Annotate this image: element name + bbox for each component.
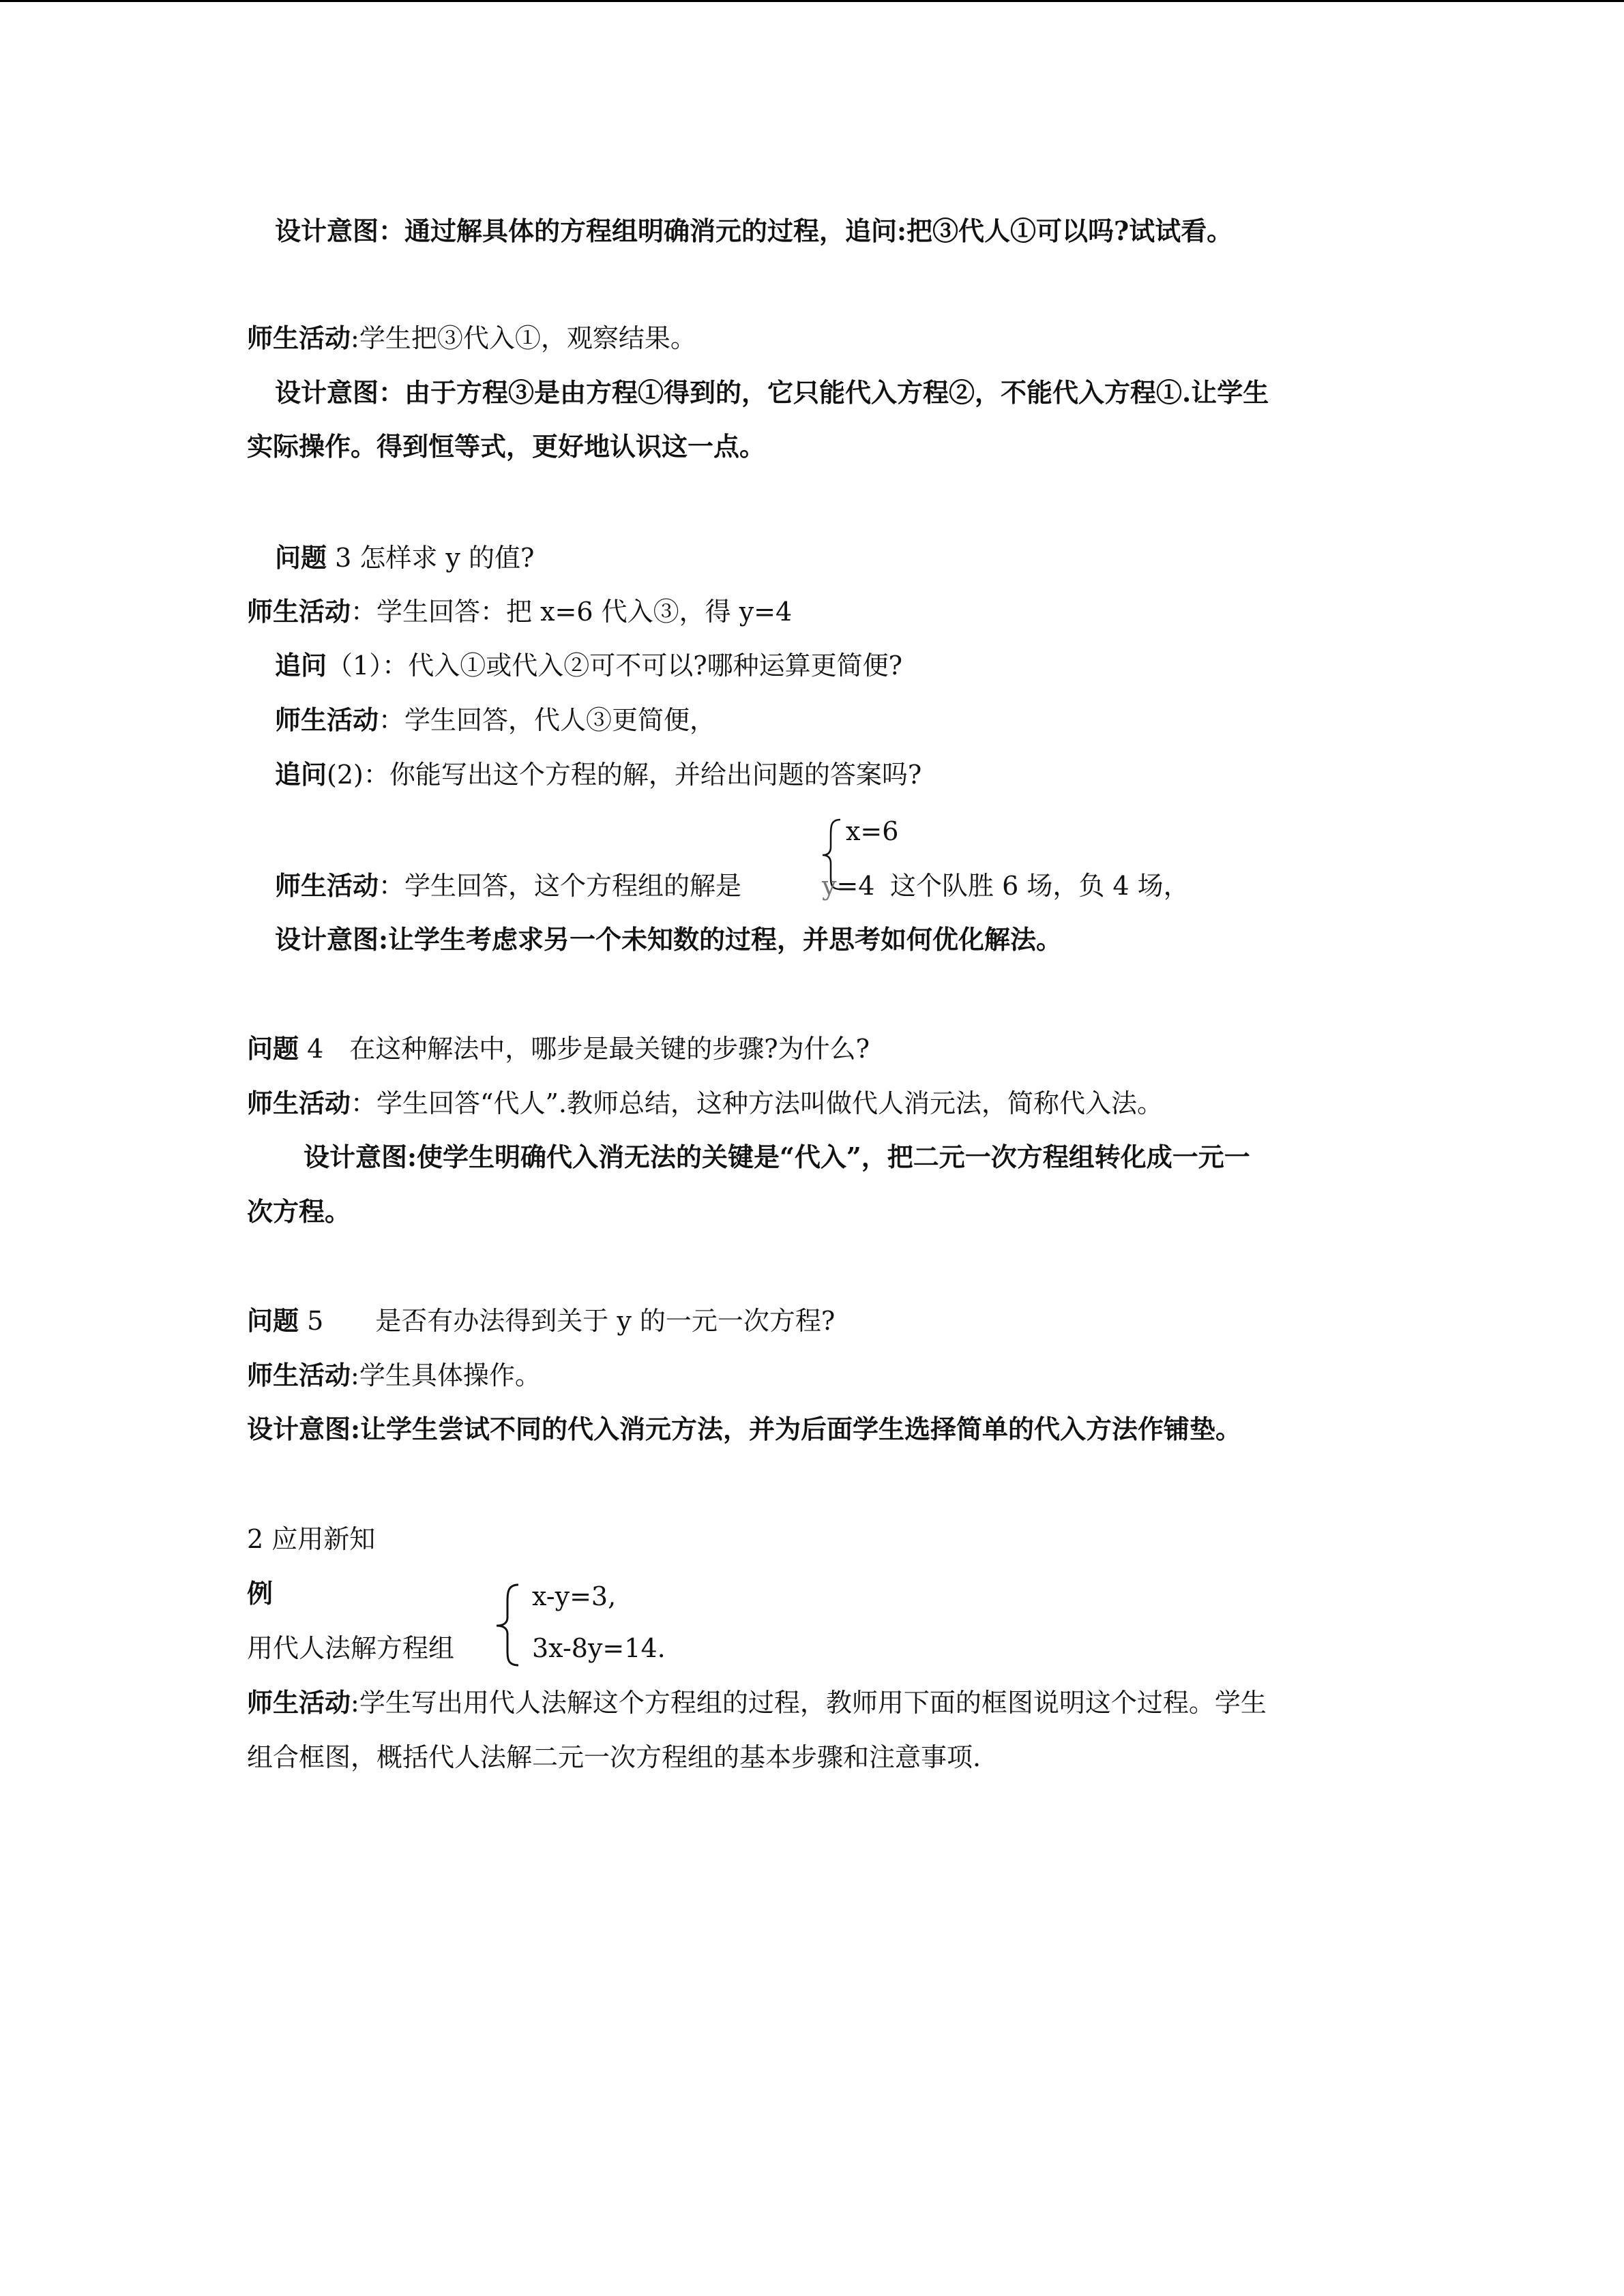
design-intent-5 xyxy=(247,1414,1241,1445)
design-intent-4-line-2 xyxy=(247,1196,351,1227)
activity-6-line-2 xyxy=(247,1742,981,1773)
activity-3c-tail-text: 这个队胜 6 场，负 4 场， xyxy=(890,871,1190,901)
solution-x xyxy=(846,816,898,847)
activity-3-label: 师生活动 xyxy=(247,596,351,627)
question-3-label: 问题 xyxy=(275,542,327,573)
design-intent-2-line-1 xyxy=(275,377,1269,408)
activity-3c-tail xyxy=(890,870,1190,901)
activity-5 xyxy=(247,1360,541,1391)
design-intent-1-text: 设计意图：通过解具体的方程组明确消元的过程，追问:把③代人①可以吗?试试看。 xyxy=(275,215,1233,246)
design-intent-5-text: 设计意图:让学生尝试不同的代入消元方法，并为后面学生选择简单的代入方法作铺垫。 xyxy=(247,1414,1242,1444)
question-4 xyxy=(247,1033,870,1064)
design-intent-1 xyxy=(275,215,1232,247)
activity-5-label: 师生活动 xyxy=(247,1360,351,1390)
example-equation-1-text: x-y=3, xyxy=(532,1581,617,1611)
example-brace-icon xyxy=(492,1581,524,1669)
example-equation-1 xyxy=(532,1581,616,1612)
solution-x-text: x=6 xyxy=(846,816,899,846)
design-intent-4-line-1 xyxy=(304,1142,1250,1173)
design-intent-2-text-2: 实际操作。得到恒等式，更好地认识这一点。 xyxy=(247,431,766,462)
top-border-line xyxy=(0,0,1624,2)
followup-2 xyxy=(275,759,921,790)
question-4-label: 问题 xyxy=(247,1033,299,1064)
activity-3-text: ：学生回答：把 x=6 代入③，得 y=4 xyxy=(351,597,793,627)
question-5 xyxy=(247,1305,835,1337)
activity-4 xyxy=(247,1088,1163,1119)
section-2-title-text: 2 应用新知 xyxy=(247,1524,376,1554)
activity-4-label: 师生活动 xyxy=(247,1088,351,1118)
followup-1-label: 追问 xyxy=(275,650,327,681)
activity-1-label: 师生活动 xyxy=(247,323,351,353)
activity-3b xyxy=(275,704,715,736)
activity-6-label: 师生活动 xyxy=(247,1687,351,1718)
example-equation-2-text: 3x-8y=14. xyxy=(532,1633,666,1663)
activity-4-text: ：学生回答“代人”.教师总结，这种方法叫做代人消元法，简称代入法。 xyxy=(351,1088,1163,1118)
followup-2-text: (2)：你能写出这个方程的解，并给出问题的答案吗? xyxy=(327,760,922,790)
example-label xyxy=(247,1578,273,1609)
solution-y-value: =4 xyxy=(836,871,875,901)
example-label-text: 例 xyxy=(247,1578,274,1609)
section-2-title xyxy=(247,1523,375,1555)
question-4-text: 4 在这种解法中，哪步是最关键的步骤?为什么? xyxy=(299,1034,870,1064)
question-5-label: 问题 xyxy=(247,1305,299,1336)
activity-3c-text: ：学生回答，这个方程组的解是 xyxy=(379,871,742,901)
design-intent-3-text: 设计意图:让学生考虑求另一个未知数的过程，并思考如何优化解法。 xyxy=(275,924,1063,955)
followup-2-label: 追问 xyxy=(275,759,327,790)
activity-3b-label: 师生活动 xyxy=(275,704,379,735)
question-3-text: 3 怎样求 y 的值? xyxy=(327,543,535,573)
followup-1 xyxy=(275,650,902,681)
solution-y-prefix: y xyxy=(822,871,837,901)
design-intent-4-text-2: 次方程。 xyxy=(247,1196,351,1227)
activity-5-text: :学生具体操作。 xyxy=(351,1360,541,1390)
example-equation-2 xyxy=(532,1632,666,1664)
question-5-text: 5 是否有办法得到关于 y 的一元一次方程? xyxy=(299,1306,836,1336)
design-intent-3 xyxy=(275,924,1062,955)
activity-3c-label: 师生活动 xyxy=(275,870,379,901)
activity-3b-text: ：学生回答，代人③更简便， xyxy=(379,705,716,735)
example-prefix-text: 用代人法解方程组 xyxy=(247,1633,455,1663)
example-prefix xyxy=(247,1632,454,1664)
activity-6-line-1 xyxy=(247,1687,1267,1718)
followup-1-text: （1）：代入①或代入②可不可以?哪种运算更简便? xyxy=(327,651,902,681)
activity-3c xyxy=(275,870,741,901)
activity-6-text-1: :学生写出用代人法解这个方程组的过程，教师用下面的框图说明这个过程。学生 xyxy=(351,1688,1267,1718)
question-3 xyxy=(275,542,534,573)
activity-1 xyxy=(247,323,696,354)
design-intent-4-text-1: 设计意图:使学生明确代入消无法的关键是“代入”，把二元一次方程组转化成一元一 xyxy=(304,1142,1250,1172)
activity-6-text-2: 组合框图，概括代人法解二元一次方程组的基本步骤和注意事项. xyxy=(247,1742,981,1772)
activity-1-text: :学生把③代入①，观察结果。 xyxy=(351,323,696,353)
design-intent-2-text-1: 设计意图：由于方程③是由方程①得到的，它只能代入方程②，不能代入方程①.让学生 xyxy=(275,377,1269,408)
activity-3 xyxy=(247,596,792,627)
design-intent-2-line-2 xyxy=(247,431,765,462)
solution-y xyxy=(822,870,875,901)
